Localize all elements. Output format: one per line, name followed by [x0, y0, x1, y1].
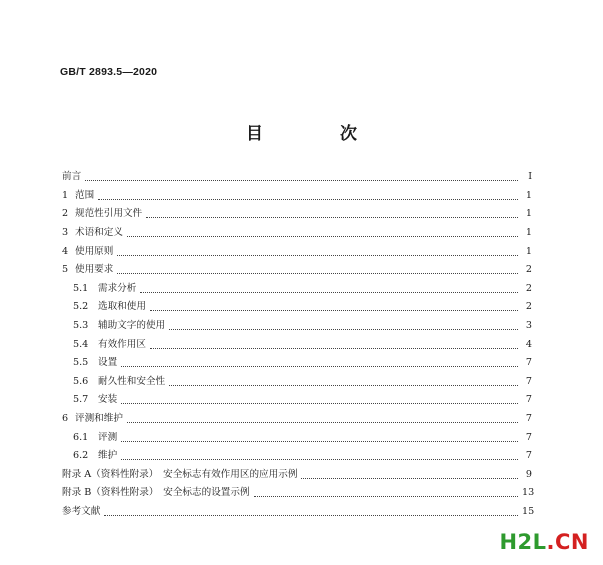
toc-entry-page-number: 7 — [525, 394, 532, 406]
toc-entry[interactable] — [62, 298, 532, 317]
toc-entry-page-number: 1 — [525, 227, 532, 239]
toc-entry[interactable] — [62, 410, 532, 429]
toc-entry-title: 附录 B（资料性附录） 安全标志的设置示例 — [62, 487, 250, 499]
toc-entry[interactable] — [62, 335, 532, 354]
toc-entry[interactable] — [62, 242, 532, 261]
toc-entry[interactable] — [62, 447, 532, 466]
toc-dot-leader — [117, 254, 518, 256]
toc-dot-leader — [150, 347, 518, 349]
toc-entry[interactable] — [62, 503, 535, 522]
toc-dot-leader — [301, 477, 518, 479]
toc-entry-page-number: 7 — [525, 413, 532, 425]
toc-entry-title: 规范性引用文件 — [75, 208, 143, 220]
toc-entry-number: 5 — [62, 264, 69, 276]
toc-entry-page-number: 3 — [525, 320, 532, 332]
toc-entry-title: 维护 — [98, 450, 118, 462]
toc-entry-number: 5.4 — [73, 338, 89, 350]
toc-entry-number: 3 — [62, 227, 69, 239]
watermark-h2l: H2L — [499, 530, 547, 554]
toc-dot-leader — [121, 365, 518, 367]
toc-entry[interactable] — [62, 205, 532, 224]
toc-entry-number: 6 — [62, 413, 69, 425]
toc-entry-page-number: 2 — [525, 301, 532, 313]
toc-entry[interactable] — [62, 428, 532, 447]
toc-entry-title: 需求分析 — [98, 282, 137, 294]
toc-entry-page-number: 1 — [525, 208, 532, 220]
toc-entry-number: 5.5 — [73, 357, 89, 369]
toc-entry-title: 评测 — [98, 431, 118, 443]
toc-entry-title: 范围 — [75, 189, 95, 201]
toc-entry-number: 6.1 — [73, 431, 89, 443]
toc-entry-number: 5.3 — [73, 320, 89, 332]
toc-dot-leader — [98, 198, 518, 200]
site-watermark-logo — [499, 530, 589, 554]
toc-entry-page-number: 2 — [525, 264, 532, 276]
toc-entry[interactable] — [62, 484, 535, 503]
toc-dot-leader — [121, 402, 518, 404]
toc-entry-number: 4 — [62, 245, 69, 257]
toc-entry-title: 前言 — [62, 171, 82, 183]
toc-dot-leader — [104, 514, 518, 516]
toc-entry-page-number: 1 — [525, 245, 532, 257]
toc-entry-page-number: 2 — [525, 282, 532, 294]
toc-entry-title: 设置 — [98, 357, 118, 369]
toc-dot-leader — [127, 421, 518, 423]
toc-entry-number: 6.2 — [73, 450, 89, 462]
toc-entry[interactable] — [62, 187, 532, 206]
toc-entry-page-number: 7 — [525, 357, 532, 369]
toc-dot-leader — [121, 458, 518, 460]
toc-entry[interactable] — [62, 261, 532, 280]
toc-dot-leader — [85, 179, 518, 181]
toc-dot-leader — [169, 328, 518, 330]
watermark-cn: CN — [555, 530, 589, 554]
toc-entry-page-number: Ⅰ — [528, 171, 532, 183]
toc-entry-page-number: 15 — [522, 505, 535, 517]
toc-entry-number: 5.7 — [73, 394, 89, 406]
toc-entry-page-number: 9 — [525, 468, 532, 480]
toc-entry-page-number: 13 — [522, 487, 535, 499]
toc-entry-title: 使用要求 — [75, 264, 114, 276]
toc-entry-number: 5.6 — [73, 375, 89, 387]
toc-dot-leader — [254, 495, 518, 497]
toc-dot-leader — [117, 272, 518, 274]
toc-entry-title: 使用原则 — [75, 245, 114, 257]
toc-entry-title: 辅助文字的使用 — [98, 320, 166, 332]
toc-dot-leader — [127, 235, 518, 237]
standard-number: GB/T 2893.5—2020 — [60, 66, 158, 78]
toc-dot-leader — [121, 440, 518, 442]
toc-entry[interactable] — [62, 466, 532, 485]
table-of-contents — [62, 168, 535, 521]
toc-entry-number: 5.1 — [73, 282, 89, 294]
toc-entry-page-number: 7 — [525, 375, 532, 387]
toc-entry[interactable] — [62, 354, 532, 373]
toc-entry[interactable] — [62, 280, 532, 299]
toc-entry-title: 评测和维护 — [75, 413, 123, 425]
toc-dot-leader — [146, 216, 518, 218]
toc-entry-page-number: 7 — [525, 431, 532, 443]
toc-entry-page-number: 1 — [525, 189, 532, 201]
toc-entry-title: 安装 — [98, 394, 118, 406]
toc-entry[interactable] — [62, 391, 532, 410]
toc-dot-leader — [169, 384, 518, 386]
toc-entry-number: 2 — [62, 208, 69, 220]
watermark-dot: . — [546, 530, 555, 554]
toc-entry-page-number: 4 — [525, 338, 532, 350]
toc-entry-number: 1 — [62, 189, 69, 201]
toc-entry[interactable] — [62, 224, 532, 243]
toc-entry[interactable] — [62, 373, 532, 392]
toc-title: 目 次 — [246, 124, 387, 144]
toc-entry-number: 5.2 — [73, 301, 89, 313]
toc-entry-title: 参考文献 — [62, 505, 101, 517]
toc-entry-title: 术语和定义 — [75, 227, 123, 239]
toc-entry-title: 耐久性和安全性 — [98, 375, 166, 387]
toc-entry[interactable] — [62, 317, 532, 336]
toc-entry-title: 有效作用区 — [98, 338, 146, 350]
toc-dot-leader — [150, 309, 518, 311]
toc-entry-title: 附录 A（资料性附录） 安全标志有效作用区的应用示例 — [62, 468, 298, 480]
toc-entry-title: 选取和使用 — [98, 301, 146, 313]
toc-entry-page-number: 7 — [525, 450, 532, 462]
toc-entry[interactable] — [62, 168, 532, 187]
toc-dot-leader — [140, 291, 518, 293]
